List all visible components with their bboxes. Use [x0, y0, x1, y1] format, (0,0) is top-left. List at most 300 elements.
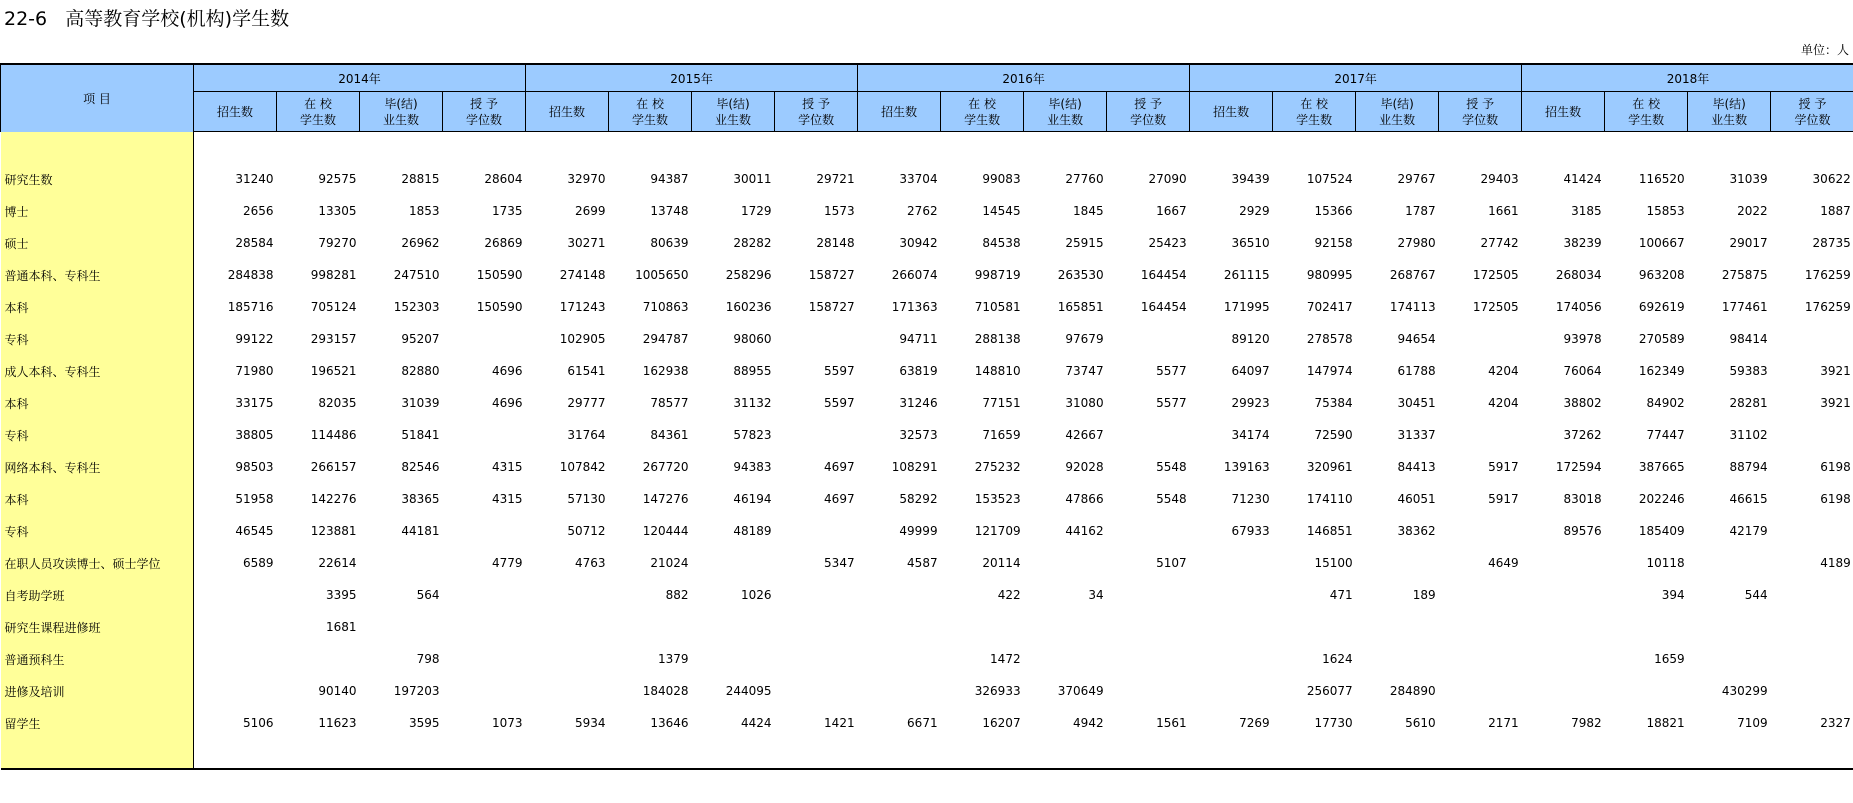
value-cell: 6198 — [1820, 460, 1851, 474]
value-cell: 139163 — [1223, 460, 1270, 474]
value-cell — [1107, 419, 1190, 451]
value-cell: 41424 — [1563, 172, 1602, 186]
row-label: 博士 — [1, 195, 194, 227]
year-header: 2014年 — [194, 64, 526, 92]
value-cell — [1190, 611, 1273, 643]
value-cell: 82880 — [401, 364, 440, 378]
value-cell: 172505 — [1472, 268, 1519, 282]
value-cell: 25915 — [1065, 236, 1104, 250]
value-cell: 51958 — [235, 492, 274, 506]
value-cell: 38365 — [401, 492, 440, 506]
value-cell: 15853 — [1646, 204, 1685, 218]
empty-cell — [1771, 739, 1853, 769]
value-cell: 150590 — [476, 268, 523, 282]
value-cell: 174113 — [1389, 300, 1436, 314]
value-cell — [360, 547, 443, 579]
value-cell: 263530 — [1057, 268, 1104, 282]
value-cell: 4189 — [1820, 556, 1851, 570]
column-subheader — [1356, 92, 1439, 132]
column-subheader — [1522, 92, 1605, 132]
value-cell — [1522, 579, 1605, 611]
empty-cell — [1439, 132, 1522, 164]
empty-cell — [858, 132, 941, 164]
value-cell: 27760 — [1065, 172, 1104, 186]
value-cell — [443, 323, 526, 355]
table-row — [1, 163, 1853, 195]
value-cell: 3185 — [1571, 204, 1602, 218]
value-cell — [1024, 611, 1107, 643]
value-cell: 5577 — [1156, 396, 1187, 410]
value-cell: 564 — [416, 588, 440, 602]
value-cell: 31102 — [1729, 428, 1768, 442]
table-row — [1, 547, 1853, 579]
empty-cell — [858, 739, 941, 769]
value-cell: 29767 — [1397, 172, 1436, 186]
table-header — [1, 64, 1853, 132]
subheader-line-1: 在 校 — [304, 96, 332, 111]
value-cell — [526, 579, 609, 611]
row-label: 专科 — [1, 323, 194, 355]
value-cell: 1561 — [1156, 716, 1187, 730]
value-cell: 32970 — [567, 172, 606, 186]
value-cell: 34 — [1088, 588, 1104, 602]
value-cell — [941, 611, 1024, 643]
value-cell: 51841 — [401, 428, 440, 442]
subheader-line-2: 学位数 — [798, 112, 835, 127]
value-cell — [1190, 643, 1273, 675]
value-cell — [194, 611, 277, 643]
subheader-line-2: 业生数 — [1711, 112, 1748, 127]
value-cell: 114486 — [310, 428, 357, 442]
value-cell: 28282 — [733, 236, 772, 250]
value-cell: 160236 — [725, 300, 772, 314]
value-cell: 261115 — [1223, 268, 1270, 282]
empty-cell — [360, 132, 443, 164]
value-cell — [775, 675, 858, 707]
value-cell: 25423 — [1148, 236, 1187, 250]
empty-cell — [609, 739, 692, 769]
subheader-line-2: 业生数 — [1047, 112, 1084, 127]
statistics-table — [0, 63, 1853, 770]
column-subheader — [1605, 92, 1688, 132]
value-cell — [1605, 675, 1688, 707]
value-cell: 4204 — [1488, 364, 1519, 378]
value-cell — [1522, 675, 1605, 707]
value-cell: 370649 — [1057, 684, 1104, 698]
column-subheader — [1273, 92, 1356, 132]
value-cell: 284890 — [1389, 684, 1436, 698]
value-cell: 29403 — [1480, 172, 1519, 186]
value-cell: 4942 — [1073, 716, 1104, 730]
value-cell: 197203 — [393, 684, 440, 698]
value-cell: 152303 — [393, 300, 440, 314]
table-row — [1, 227, 1853, 259]
value-cell — [1107, 675, 1190, 707]
value-cell: 142276 — [310, 492, 357, 506]
value-cell: 184028 — [642, 684, 689, 698]
value-cell: 5934 — [575, 716, 606, 730]
empty-cell — [277, 739, 360, 769]
value-cell: 4204 — [1488, 396, 1519, 410]
value-cell: 162349 — [1638, 364, 1685, 378]
value-cell: 26962 — [401, 236, 440, 250]
subheader-line-2: 学生数 — [1296, 112, 1333, 127]
value-cell: 702417 — [1306, 300, 1353, 314]
value-cell: 998719 — [974, 268, 1021, 282]
value-cell: 77447 — [1646, 428, 1685, 442]
value-cell: 710581 — [974, 300, 1021, 314]
value-cell — [443, 675, 526, 707]
value-cell: 28281 — [1729, 396, 1768, 410]
value-cell: 1661 — [1488, 204, 1519, 218]
value-cell: 30622 — [1812, 172, 1851, 186]
value-cell — [1024, 547, 1107, 579]
empty-cell — [277, 132, 360, 164]
value-cell: 64097 — [1231, 364, 1270, 378]
subheader-line-1: 授 予 — [1466, 96, 1495, 111]
value-cell: 13748 — [650, 204, 689, 218]
value-cell: 83018 — [1563, 492, 1602, 506]
value-cell: 158727 — [808, 300, 855, 314]
column-subheader — [277, 92, 360, 132]
value-cell: 3921 — [1820, 396, 1851, 410]
value-cell: 13305 — [318, 204, 357, 218]
value-cell: 2171 — [1488, 716, 1519, 730]
value-cell: 107842 — [559, 460, 606, 474]
empty-cell — [941, 132, 1024, 164]
value-cell: 31240 — [235, 172, 274, 186]
value-cell — [1107, 515, 1190, 547]
value-cell: 1472 — [990, 652, 1021, 666]
row-label: 留学生 — [1, 707, 194, 739]
value-cell: 44162 — [1065, 524, 1104, 538]
value-cell — [1688, 643, 1771, 675]
value-cell — [1356, 611, 1439, 643]
value-cell: 16207 — [982, 716, 1021, 730]
value-cell: 4763 — [575, 556, 606, 570]
value-cell: 82546 — [401, 460, 440, 474]
value-cell: 75384 — [1314, 396, 1353, 410]
spacer-row — [1, 132, 1853, 164]
value-cell: 31039 — [401, 396, 440, 410]
value-cell: 92158 — [1314, 236, 1353, 250]
value-cell: 48189 — [733, 524, 772, 538]
value-cell: 89120 — [1231, 332, 1270, 346]
value-cell — [194, 579, 277, 611]
row-label: 普通本科、专科生 — [1, 259, 194, 291]
subheader-line-1: 授 予 — [1798, 96, 1827, 111]
value-cell: 171995 — [1223, 300, 1270, 314]
value-cell: 100667 — [1638, 236, 1685, 250]
value-cell — [858, 611, 941, 643]
value-cell: 33175 — [235, 396, 274, 410]
value-cell: 284838 — [227, 268, 274, 282]
value-cell: 710863 — [642, 300, 689, 314]
value-cell: 172594 — [1555, 460, 1602, 474]
value-cell: 50712 — [567, 524, 606, 538]
value-cell — [692, 643, 775, 675]
value-cell: 72590 — [1314, 428, 1353, 442]
row-label: 普通预科生 — [1, 643, 194, 675]
column-subheader — [443, 92, 526, 132]
value-cell — [1771, 515, 1853, 547]
value-cell: 544 — [1744, 588, 1768, 602]
subheader-line-2: 学位数 — [466, 112, 503, 127]
value-cell — [1024, 643, 1107, 675]
empty-cell — [1024, 739, 1107, 769]
value-cell: 71980 — [235, 364, 274, 378]
value-cell: 94711 — [899, 332, 938, 346]
table-row — [1, 451, 1853, 483]
value-cell: 244095 — [725, 684, 772, 698]
value-cell: 30011 — [733, 172, 772, 186]
value-cell: 31337 — [1397, 428, 1436, 442]
value-cell: 10118 — [1646, 556, 1685, 570]
value-cell — [443, 515, 526, 547]
value-cell: 36510 — [1231, 236, 1270, 250]
value-cell: 57130 — [567, 492, 606, 506]
value-cell: 705124 — [310, 300, 357, 314]
value-cell: 5548 — [1156, 492, 1187, 506]
subheader-line-1: 招生数 — [1545, 104, 1582, 119]
value-cell — [443, 579, 526, 611]
value-cell: 30271 — [567, 236, 606, 250]
value-cell: 58292 — [899, 492, 938, 506]
value-cell: 171363 — [891, 300, 938, 314]
value-cell: 4587 — [907, 556, 938, 570]
value-cell: 46194 — [733, 492, 772, 506]
value-cell: 158727 — [808, 268, 855, 282]
column-subheader — [1771, 92, 1853, 132]
value-cell — [1771, 323, 1853, 355]
empty-cell — [1356, 739, 1439, 769]
value-cell: 4649 — [1488, 556, 1519, 570]
value-cell: 4315 — [492, 460, 523, 474]
value-cell: 1573 — [824, 204, 855, 218]
value-cell — [526, 611, 609, 643]
value-cell — [858, 675, 941, 707]
value-cell: 78577 — [650, 396, 689, 410]
value-cell: 293157 — [310, 332, 357, 346]
value-cell: 275875 — [1721, 268, 1768, 282]
value-cell: 61788 — [1397, 364, 1436, 378]
value-cell: 84361 — [650, 428, 689, 442]
value-cell: 6589 — [242, 556, 274, 570]
value-cell: 94387 — [650, 172, 689, 186]
value-cell: 44181 — [401, 524, 440, 538]
value-cell: 94654 — [1397, 332, 1436, 346]
table-row — [1, 611, 1853, 643]
subheader-line-2: 业生数 — [1379, 112, 1416, 127]
value-cell: 258296 — [725, 268, 772, 282]
value-cell: 7109 — [1737, 716, 1768, 730]
empty-cell — [526, 132, 609, 164]
value-cell: 1787 — [1405, 204, 1436, 218]
value-cell: 17730 — [1314, 716, 1353, 730]
value-cell: 1729 — [741, 204, 772, 218]
value-cell — [1522, 547, 1605, 579]
column-subheader — [1107, 92, 1190, 132]
value-cell — [360, 611, 443, 643]
subheader-line-1: 毕(结) — [1380, 96, 1414, 111]
subheader-line-1: 招生数 — [216, 104, 253, 119]
value-cell: 3395 — [325, 588, 357, 602]
subheader-line-2: 业生数 — [382, 112, 419, 127]
value-cell: 176259 — [1804, 268, 1851, 282]
row-label: 本科 — [1, 387, 194, 419]
column-subheader — [609, 92, 692, 132]
value-cell: 1005650 — [635, 268, 689, 282]
empty-cell — [1522, 739, 1605, 769]
value-cell: 4696 — [492, 364, 523, 378]
empty-cell — [609, 132, 692, 164]
value-cell: 98503 — [235, 460, 274, 474]
value-cell: 31080 — [1065, 396, 1104, 410]
value-cell: 99122 — [235, 332, 274, 346]
value-cell: 4315 — [492, 492, 523, 506]
value-cell: 275232 — [974, 460, 1021, 474]
value-cell: 49999 — [899, 524, 938, 538]
empty-cell — [526, 739, 609, 769]
subheader-line-2: 业生数 — [715, 112, 752, 127]
value-cell — [1439, 611, 1522, 643]
value-cell — [775, 515, 858, 547]
value-cell: 266074 — [891, 268, 938, 282]
value-cell — [692, 547, 775, 579]
value-cell: 274148 — [559, 268, 606, 282]
empty-cell — [1190, 739, 1273, 769]
value-cell: 31764 — [567, 428, 606, 442]
value-cell: 146851 — [1306, 524, 1353, 538]
value-cell: 71659 — [982, 428, 1021, 442]
subheader-line-1: 授 予 — [1134, 96, 1163, 111]
value-cell — [1439, 643, 1522, 675]
value-cell: 7269 — [1239, 716, 1270, 730]
value-cell: 82035 — [318, 396, 357, 410]
table-row — [1, 355, 1853, 387]
value-cell: 123881 — [310, 524, 357, 538]
value-cell: 84538 — [982, 236, 1021, 250]
value-cell: 1379 — [658, 652, 689, 666]
empty-cell — [1771, 132, 1853, 164]
value-cell: 46545 — [235, 524, 274, 538]
column-subheader — [360, 92, 443, 132]
value-cell: 28584 — [235, 236, 274, 250]
table-row — [1, 483, 1853, 515]
value-cell: 326933 — [974, 684, 1021, 698]
value-cell: 4697 — [824, 492, 855, 506]
value-cell: 90140 — [318, 684, 357, 698]
value-cell: 171243 — [559, 300, 606, 314]
value-cell: 980995 — [1306, 268, 1353, 282]
subheader-line-1: 毕(结) — [1712, 96, 1746, 111]
value-cell: 268767 — [1389, 268, 1436, 282]
value-cell: 270589 — [1638, 332, 1685, 346]
table-row — [1, 291, 1853, 323]
value-cell: 174110 — [1306, 492, 1353, 506]
value-cell — [1190, 547, 1273, 579]
subheader-line-1: 在 校 — [968, 96, 996, 111]
value-cell: 38802 — [1563, 396, 1602, 410]
value-cell: 107524 — [1306, 172, 1353, 186]
table-row — [1, 323, 1853, 355]
value-cell — [1522, 611, 1605, 643]
year-header: 2015年 — [526, 64, 858, 92]
value-cell: 38362 — [1397, 524, 1436, 538]
subheader-line-2: 学生数 — [964, 112, 1001, 127]
value-cell: 256077 — [1306, 684, 1353, 698]
value-cell: 92028 — [1065, 460, 1104, 474]
value-cell: 422 — [997, 588, 1021, 602]
value-cell — [1771, 579, 1853, 611]
value-cell: 95207 — [401, 332, 440, 346]
value-cell: 38239 — [1563, 236, 1602, 250]
value-cell — [1771, 675, 1853, 707]
value-cell: 116520 — [1638, 172, 1685, 186]
value-cell: 278578 — [1306, 332, 1353, 346]
value-cell: 1853 — [408, 204, 440, 218]
value-cell: 2762 — [907, 204, 938, 218]
subheader-line-2: 学生数 — [1628, 112, 1665, 127]
value-cell: 998281 — [310, 268, 357, 282]
value-cell: 29721 — [816, 172, 855, 186]
value-cell: 38805 — [235, 428, 274, 442]
value-cell: 47866 — [1065, 492, 1104, 506]
empty-cell — [1273, 132, 1356, 164]
subheader-line-1: 毕(结) — [1048, 96, 1082, 111]
value-cell: 7982 — [1571, 716, 1602, 730]
value-cell: 294787 — [642, 332, 689, 346]
value-cell: 394 — [1661, 588, 1685, 602]
value-cell — [443, 611, 526, 643]
value-cell: 1026 — [741, 588, 772, 602]
value-cell: 18821 — [1646, 716, 1685, 730]
value-cell: 176259 — [1804, 300, 1851, 314]
value-cell: 31039 — [1729, 172, 1768, 186]
value-cell: 5347 — [824, 556, 855, 570]
value-cell: 28735 — [1812, 236, 1851, 250]
value-cell: 39439 — [1231, 172, 1270, 186]
value-cell — [775, 643, 858, 675]
value-cell: 267720 — [642, 460, 689, 474]
value-cell: 266157 — [310, 460, 357, 474]
value-cell: 67933 — [1231, 524, 1270, 538]
value-cell: 61541 — [567, 364, 606, 378]
value-cell: 57823 — [733, 428, 772, 442]
row-label: 本科 — [1, 483, 194, 515]
year-header: 2016年 — [858, 64, 1190, 92]
value-cell: 32573 — [899, 428, 938, 442]
empty-cell — [1273, 739, 1356, 769]
value-cell: 2022 — [1737, 204, 1768, 218]
subheader-line-2: 学位数 — [1794, 112, 1831, 127]
value-cell: 5107 — [1156, 556, 1187, 570]
table-row — [1, 195, 1853, 227]
value-cell: 4779 — [492, 556, 523, 570]
value-cell — [277, 643, 360, 675]
empty-cell — [443, 739, 526, 769]
value-cell: 26869 — [484, 236, 523, 250]
value-cell — [775, 611, 858, 643]
value-cell: 20114 — [982, 556, 1021, 570]
value-cell — [1439, 323, 1522, 355]
value-cell: 33704 — [899, 172, 938, 186]
column-subheader — [1688, 92, 1771, 132]
value-cell — [1107, 643, 1190, 675]
value-cell: 798 — [416, 652, 440, 666]
value-cell: 1887 — [1820, 204, 1851, 218]
value-cell: 1073 — [492, 716, 523, 730]
